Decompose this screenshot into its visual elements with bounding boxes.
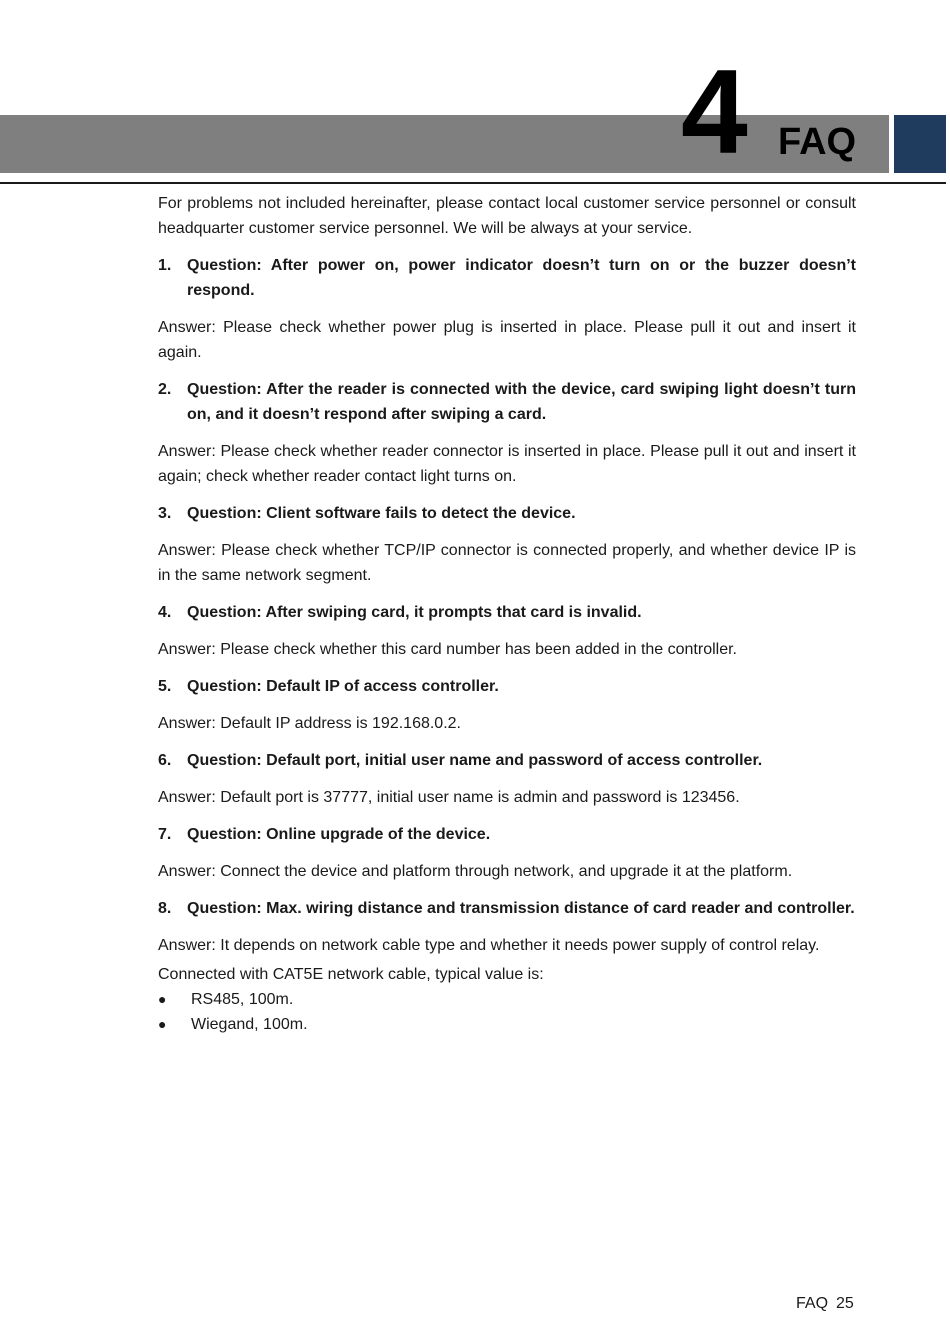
chapter-header-rule: [0, 182, 946, 184]
chapter-header-band: [0, 115, 889, 173]
faq-number: 1.: [158, 257, 172, 274]
faq-item-3: [158, 501, 856, 588]
faq-answer: Answer: Default IP address is 192.168.0.2.: [158, 715, 461, 732]
faq-question-text: Question: After swiping card, it prompts that card is invalid.: [187, 604, 642, 621]
faq-answer: Answer: Please check whether power plug is inserted in place. Please pull it out and insert it again.: [158, 319, 856, 361]
faq-number: 3.: [158, 505, 172, 522]
faq-question-text: Question: Default port, initial user name and password of access controller.: [187, 752, 763, 769]
faq-question-text: Question: After power on, power indicator doesn’t turn on or the buzzer doesn’t respond.: [187, 257, 856, 299]
faq-number: 5.: [158, 678, 172, 695]
list-item: [158, 1012, 856, 1037]
chapter-number: 4: [681, 45, 748, 179]
faq-number: 8.: [158, 900, 172, 917]
chapter-header-accent: [894, 115, 946, 173]
cable-note: Connected with CAT5E network cable, typical value is:: [158, 966, 544, 983]
faq-question-text: Question: After the reader is connected with the device, card swiping light doesn’t turn on, and it doesn’t respond after swiping a card.: [187, 381, 856, 423]
footer-section: FAQ: [796, 1295, 829, 1312]
faq-number: 4.: [158, 604, 172, 621]
faq-question-text: Question: Client software fails to detect the device.: [187, 505, 576, 522]
faq-item-7: [158, 822, 856, 884]
document-body: [158, 191, 856, 1037]
page-footer: [796, 1295, 854, 1313]
faq-item-4: [158, 600, 856, 662]
intro-paragraph: For problems not included hereinafter, please contact local customer service personnel or consult headquarter customer service personnel. We will be always at your service.: [158, 195, 856, 237]
faq-question-text: Question: Online upgrade of the device.: [187, 826, 491, 843]
bullet-icon: ●: [158, 991, 167, 1007]
typical-values-list: [158, 987, 856, 1037]
faq-answer: Answer: Default port is 37777, initial user name is admin and password is 123456.: [158, 789, 740, 806]
faq-answer: Answer: Connect the device and platform through network, and upgrade it at the platform.: [158, 863, 793, 880]
faq-question: [158, 377, 856, 427]
faq-answer: Answer: Please check whether TCP/IP connector is connected properly, and whether device IP is in the same network segment.: [158, 542, 856, 584]
faq-question: [158, 896, 856, 921]
faq-question: [158, 501, 856, 526]
list-item: [158, 987, 856, 1012]
faq-question: [158, 748, 856, 773]
bullet-icon: ●: [158, 1016, 167, 1032]
list-item-text: Wiegand, 100m.: [191, 1016, 308, 1033]
faq-item-1: [158, 253, 856, 365]
faq-question-text: Question: Default IP of access controller.: [187, 678, 499, 695]
faq-answer: Answer: It depends on network cable type and whether it needs power supply of control relay.: [158, 937, 820, 954]
list-item-text: RS485, 100m.: [191, 991, 294, 1008]
faq-question: [158, 822, 856, 847]
faq-answer: Answer: Please check whether reader connector is inserted in place. Please pull it out and insert it again; check whether reader contact light turns on.: [158, 443, 856, 485]
faq-number: 2.: [158, 381, 172, 398]
faq-item-2: [158, 377, 856, 489]
faq-question: [158, 253, 856, 303]
chapter-title: FAQ: [778, 121, 857, 163]
faq-answer: Answer: Please check whether this card number has been added in the controller.: [158, 641, 737, 658]
faq-question: [158, 600, 856, 625]
faq-item-6: [158, 748, 856, 810]
faq-item-5: [158, 674, 856, 736]
faq-question-text: Question: Max. wiring distance and transmission distance of card reader and controller.: [187, 900, 855, 917]
faq-number: 6.: [158, 752, 172, 769]
faq-question: [158, 674, 856, 699]
faq-number: 7.: [158, 826, 172, 843]
page-number: 25: [836, 1295, 854, 1312]
faq-item-8: [158, 896, 856, 958]
